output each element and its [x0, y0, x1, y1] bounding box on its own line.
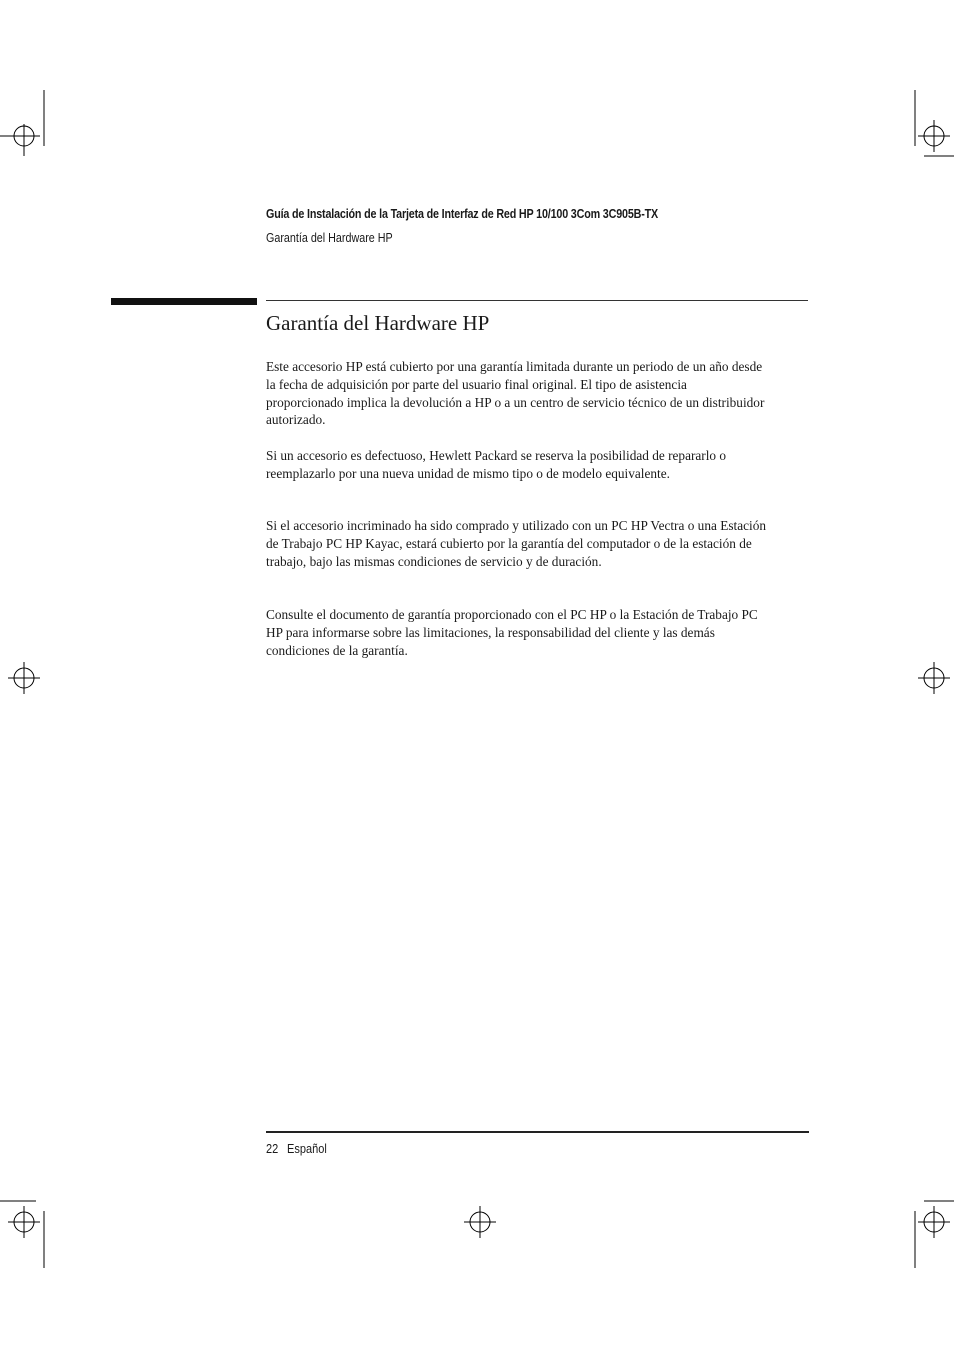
page-number: 22 [266, 1142, 279, 1156]
running-header-title: Guía de Instalación de la Tarjeta de Interfaz de Red HP 10/100 3Com 3C905B-TX [266, 207, 659, 221]
page-language: Español [287, 1142, 327, 1156]
paragraph-1: Este accesorio HP está cubierto por una garantía limitada durante un periodo de un año desde la fecha de adquisición por parte del usuario final original. El tipo de asistencia proporcionado implica la devolución a HP o a un centro de servicio técnico de un distribuidor autorizado. [266, 359, 765, 428]
crop-mark-top-right [900, 88, 954, 160]
paragraph-2: Si un accesorio es defectuoso, Hewlett Packard se reserva la posibilidad de repararlo o reemplazarlo por una nueva unidad de mismo tipo o de modelo equivalente. [266, 448, 727, 481]
section-marker-bar [111, 298, 257, 305]
section-rule [266, 300, 808, 301]
page-footer [266, 1142, 327, 1156]
registration-mark-bottom-center [462, 1204, 498, 1240]
registration-mark-right [916, 660, 952, 696]
footer-rule [266, 1131, 809, 1133]
crop-mark-bottom-left [0, 1196, 60, 1272]
registration-mark-left [6, 660, 42, 696]
paragraph-3: Si el accesorio incriminado ha sido comprado y utilizado con un PC HP Vectra o una Estación de Trabajo PC HP Kayac, estará cubierto por la garantía del computador o de la estación de trabajo, bajo las mismas condiciones de servicio y de duración. [266, 518, 766, 569]
crop-mark-bottom-right [900, 1196, 954, 1272]
paragraph-4: Consulte el documento de garantía proporcionado con el PC HP o la Estación de Trabajo PC HP para informarse sobre las limitaciones, la responsabilidad del cliente y las demás condiciones de la garantía. [266, 607, 758, 658]
crop-mark-top-left [0, 88, 60, 160]
running-header-subtitle: Garantía del Hardware HP [266, 231, 393, 245]
section-title: Garantía del Hardware HP [266, 311, 490, 335]
